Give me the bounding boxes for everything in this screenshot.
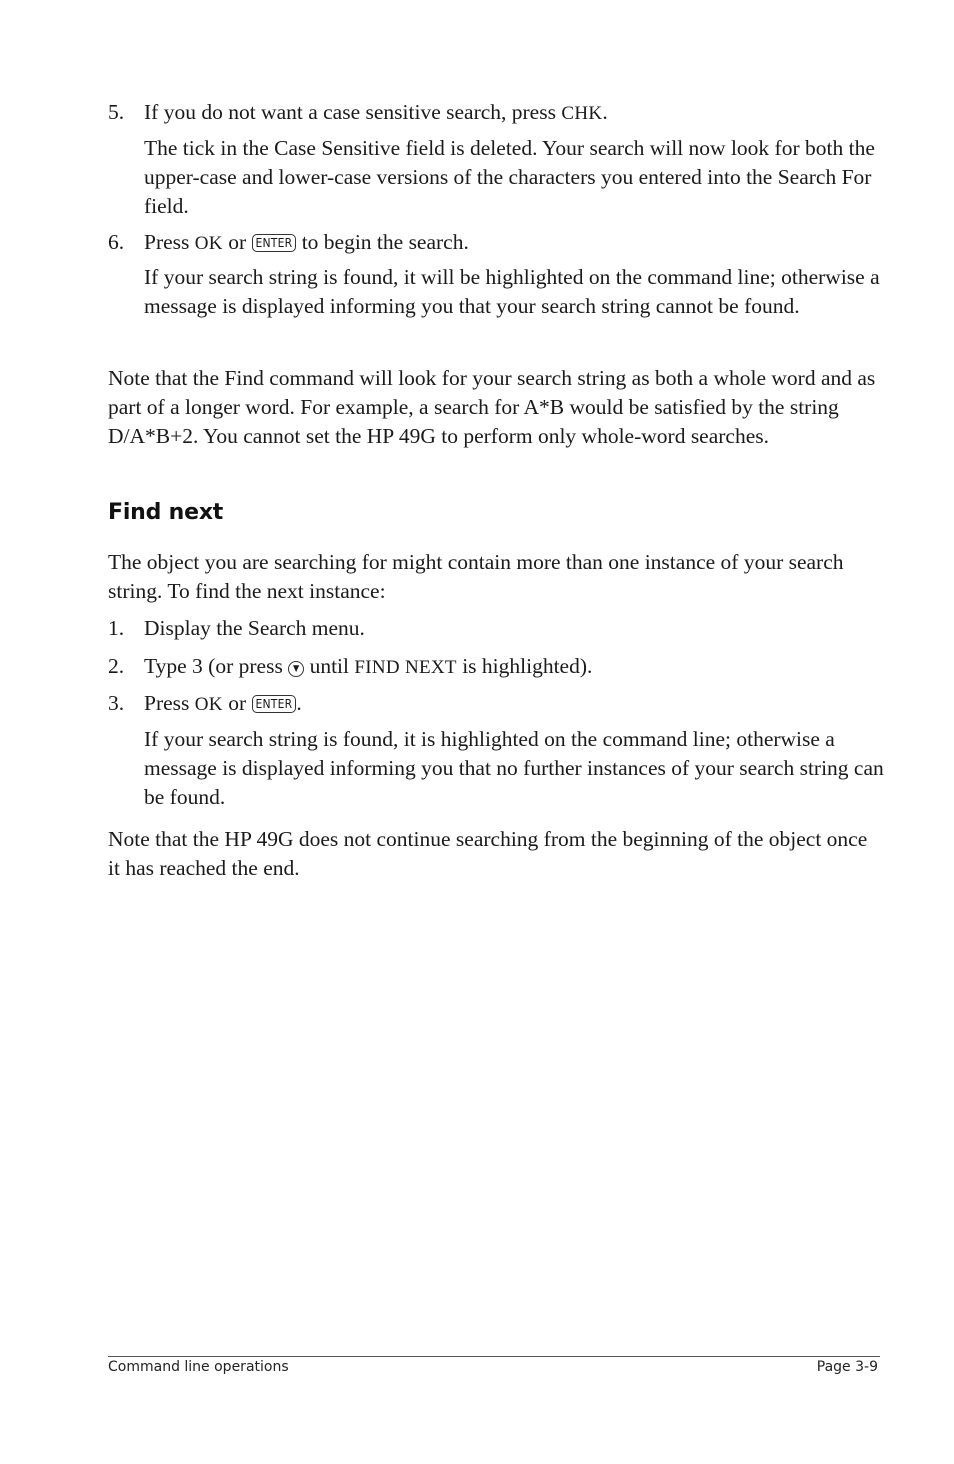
step-number: 2. [108, 654, 125, 678]
softkey-chk: CHK [561, 103, 603, 124]
note-find: Note that the Find command will look for your search string as both a whole word and as part of a longer word. For example, a search for A*B would be satisfied by the string D/A*B+2. You cannot set the HP 49G to perform only whole-word searches. [108, 366, 876, 448]
step-text-mid: or [222, 230, 252, 254]
step-text: If you do not want a case sensitive search, press [144, 100, 562, 124]
next-step-3 [108, 689, 878, 719]
step-text-end: is highlighted). [456, 654, 593, 678]
note-end: Note that the HP 49G does not continue searching from the beginning of the object once it has reached the end. [108, 827, 868, 880]
section-title: Find next [108, 500, 224, 525]
footer-rule [108, 1356, 880, 1357]
down-arrow-key-icon: ▼ [288, 661, 304, 677]
step-5 [108, 98, 878, 128]
footer-chapter: Command line operations [108, 1359, 289, 1375]
step-text-end: to begin the search. [296, 230, 469, 254]
step-text-end: . [602, 100, 608, 124]
enter-key-icon: ENTER [252, 695, 297, 713]
step-number: 6. [108, 230, 125, 254]
step-text-end: . [296, 691, 302, 715]
step-text-mid: or [222, 691, 252, 715]
softkey-find-next: FIND NEXT [354, 657, 457, 678]
step-number: 1. [108, 616, 125, 640]
step-6-detail: If your search string is found, it will be highlighted on the command line; otherwise a message is displayed informing you that your search string cannot be found. [144, 265, 880, 318]
intro-paragraph: The object you are searching for might contain more than one instance of your search string. To find the next instance: [108, 550, 844, 603]
next-step-2 [108, 652, 878, 682]
step-text: Type 3 (or press [144, 654, 289, 678]
footer-page-number: Page 3-9 [816, 1359, 878, 1375]
step-text: Press [144, 230, 195, 254]
next-step-3-detail: If your search string is found, it is highlighted on the command line; otherwise a message is displayed informing you that no further instances of your search string can be found. [144, 727, 884, 809]
step-6 [108, 228, 878, 258]
softkey-ok: OK [194, 233, 223, 254]
softkey-ok: OK [194, 694, 223, 715]
step-number: 5. [108, 100, 125, 124]
step-text: Display the Search menu. [144, 616, 365, 640]
enter-key-icon: ENTER [252, 234, 297, 252]
step-5-detail: The tick in the Case Sensitive field is deleted. Your search will now look for both the upper-case and lower-case versions of the characters you entered into the Search For field. [144, 136, 875, 218]
step-text-mid: until [304, 654, 355, 678]
step-text: Press [144, 691, 195, 715]
step-number: 3. [108, 691, 125, 715]
next-step-1 [108, 614, 878, 643]
